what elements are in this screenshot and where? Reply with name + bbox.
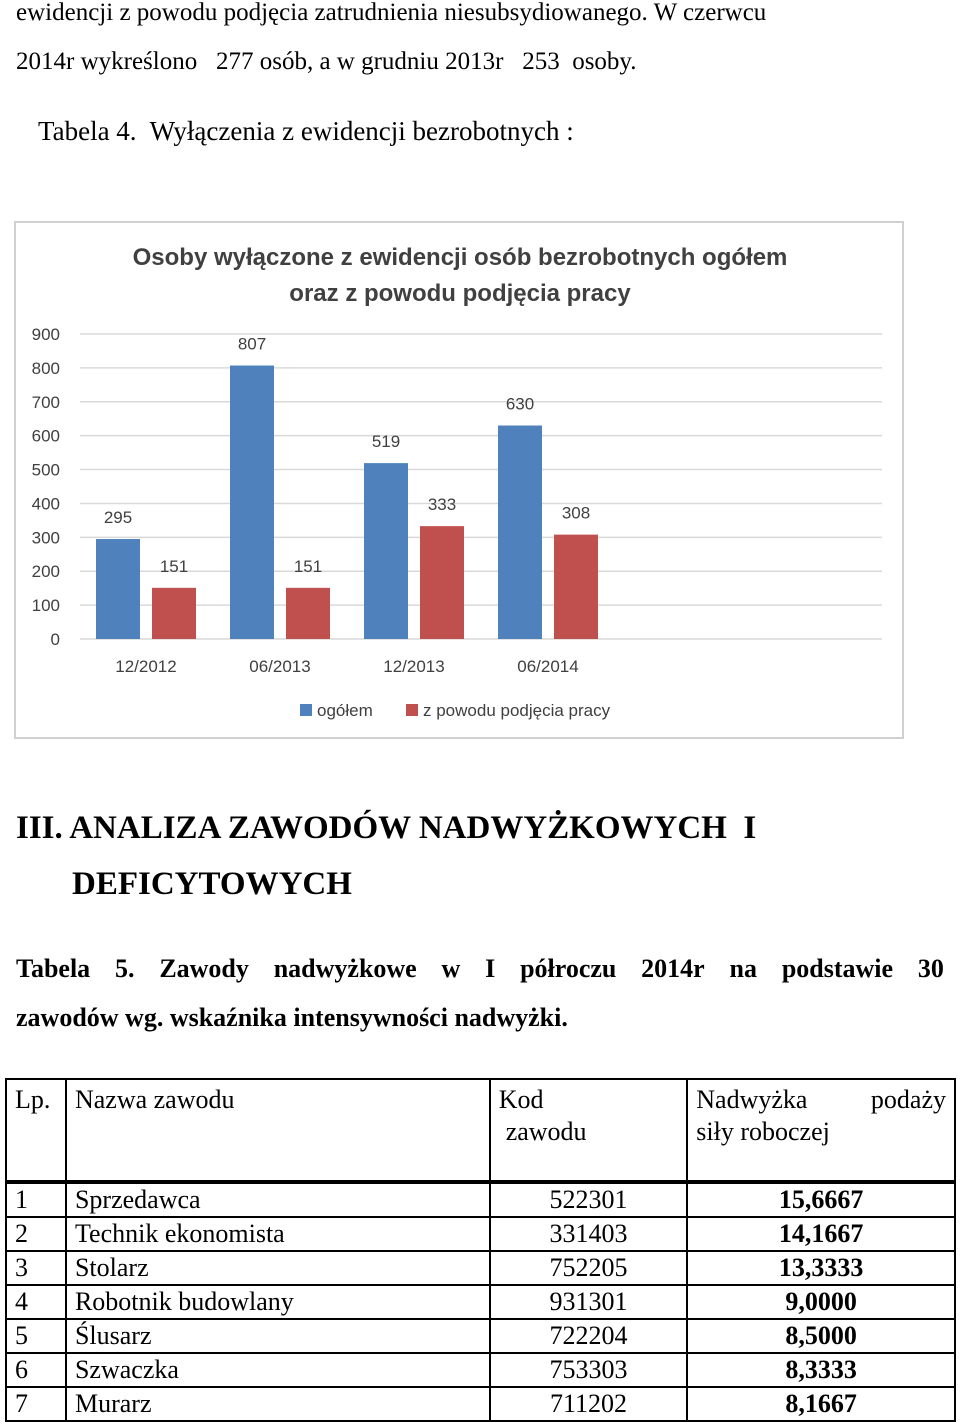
cell-lp: 2: [6, 1217, 66, 1251]
legend-swatch: [300, 704, 312, 716]
legend-label: ogółem: [317, 701, 373, 720]
y-tick-label: 600: [31, 426, 60, 446]
chart-title-line: Osoby wyłączone z ewidencji osób bezrobotnych ogółem: [132, 244, 788, 271]
bar-total: [230, 366, 274, 639]
section-heading-line-1: III. ANALIZA ZAWODÓW NADWYŻKOWYCH I: [16, 810, 757, 846]
caption-word: 30: [917, 954, 944, 983]
intro-line-1: [16, 0, 944, 37]
bar-chart: [16, 223, 902, 737]
cell-lp: 7: [6, 1387, 66, 1421]
header-lp: Lp.: [6, 1079, 66, 1182]
bar-job: [420, 526, 464, 639]
table-row: [6, 1285, 955, 1319]
cell-lp: 3: [6, 1251, 66, 1285]
bar-job: [152, 588, 196, 639]
y-tick-label: 900: [31, 325, 60, 344]
legend-label: z powodu podjęcia pracy: [423, 701, 611, 720]
y-tick-label: 100: [31, 596, 60, 616]
section-heading-line-2: DEFICYTOWYCH: [72, 866, 352, 902]
data-label: 333: [427, 495, 457, 515]
table-header-row: [6, 1079, 955, 1182]
cell-name: Murarz: [66, 1387, 490, 1421]
cell-value: 8,5000: [687, 1319, 955, 1353]
y-tick-label: 300: [31, 528, 60, 548]
data-label: 630: [505, 394, 535, 414]
intro-word: ewidencji: [16, 0, 114, 26]
x-tick-label: 06/2013: [249, 657, 311, 676]
cell-lp: 5: [6, 1319, 66, 1353]
y-tick-label: 400: [31, 494, 60, 514]
table-row: [6, 1387, 955, 1421]
intro-word: podjęcia: [223, 0, 309, 26]
caption-word: półroczu: [520, 954, 617, 983]
intro-paragraph: [16, 0, 944, 86]
intro-word: z: [119, 0, 131, 26]
table-row: [6, 1353, 955, 1387]
y-tick-label: 700: [31, 392, 60, 412]
cell-lp: 4: [6, 1285, 66, 1319]
table4-caption: Tabela 4. Wyłączenia z ewidencji bezrobotnych :: [38, 116, 574, 146]
intro-word: W: [653, 0, 677, 26]
cell-code: 722204: [490, 1319, 688, 1353]
bar-job: [286, 588, 330, 639]
y-tick-label: 0: [50, 630, 60, 649]
bar-total: [364, 463, 408, 639]
caption-word: w: [441, 954, 461, 983]
cell-name: Ślusarz: [66, 1319, 490, 1353]
cell-code: 752205: [490, 1251, 688, 1285]
caption-word: nadwyżkowe: [273, 954, 417, 983]
caption-word: Tabela: [16, 954, 91, 983]
chart-container: [14, 221, 904, 739]
data-label: 519: [371, 432, 401, 452]
data-label: 807: [237, 334, 267, 354]
data-label: 151: [159, 556, 189, 576]
cell-value: 13,3333: [687, 1251, 955, 1285]
chart-title-line: oraz z powodu podjęcia pracy: [289, 280, 631, 307]
header-surplus-line-1: [696, 1084, 946, 1116]
header-surplus-line-2: siły roboczej: [696, 1117, 830, 1146]
table-row: [6, 1217, 955, 1251]
caption-word: 2014r: [641, 954, 705, 983]
cell-name: Sprzedawca: [66, 1182, 490, 1217]
cell-value: 8,3333: [687, 1353, 955, 1387]
header-surplus: [687, 1079, 955, 1182]
cell-value: 15,6667: [687, 1182, 955, 1217]
table-row: [6, 1251, 955, 1285]
cell-lp: 6: [6, 1353, 66, 1387]
cell-lp: 1: [6, 1182, 66, 1217]
x-tick-label: 06/2014: [517, 657, 579, 676]
y-tick-label: 800: [31, 358, 60, 378]
data-label: 308: [561, 503, 591, 523]
caption-word: 5.: [115, 954, 135, 983]
header-name: Nazwa zawodu: [66, 1079, 490, 1182]
intro-word: zatrudnienia: [314, 0, 439, 26]
table-row: [6, 1319, 955, 1353]
x-tick-label: 12/2012: [115, 657, 177, 676]
cell-name: Stolarz: [66, 1251, 490, 1285]
header-surplus-word: podaży: [870, 1085, 946, 1114]
cell-code: 711202: [490, 1387, 688, 1421]
x-tick-label: 12/2013: [383, 657, 445, 676]
header-code-line-2: zawodu: [505, 1117, 587, 1146]
cell-name: Robotnik budowlany: [66, 1285, 490, 1319]
header-surplus-word: Nadwyżka: [696, 1085, 808, 1114]
cell-code: 931301: [490, 1285, 688, 1319]
header-code-line-1: Kod: [498, 1085, 544, 1114]
cell-name: Szwaczka: [66, 1353, 490, 1387]
caption-word: na: [729, 954, 757, 983]
y-tick-label: 200: [31, 562, 60, 582]
occupations-table: [5, 1078, 956, 1422]
cell-code: 331403: [490, 1217, 688, 1251]
bar-total: [96, 539, 140, 639]
table5-caption-line-1: [16, 944, 944, 993]
legend-swatch: [406, 704, 418, 716]
cell-value: 8,1667: [687, 1387, 955, 1421]
bar-total: [498, 426, 542, 640]
cell-value: 9,0000: [687, 1285, 955, 1319]
section-heading: [16, 800, 756, 912]
intro-word: niesubsydiowanego.: [444, 0, 648, 26]
header-code: [490, 1079, 688, 1182]
caption-word: podstawie: [781, 954, 894, 983]
bar-job: [554, 535, 598, 639]
table-row: [6, 1182, 955, 1217]
table5-caption-line-2: zawodów wg. wskaźnika intensywności nadwyżki.: [16, 1003, 568, 1032]
table-body: [6, 1182, 955, 1421]
cell-code: 753303: [490, 1353, 688, 1387]
cell-value: 14,1667: [687, 1217, 955, 1251]
y-tick-label: 500: [31, 460, 60, 480]
data-label: 151: [293, 556, 323, 576]
table5-caption: [16, 944, 944, 1042]
intro-word: powodu: [136, 0, 218, 26]
data-label: 295: [103, 508, 133, 528]
intro-word: czerwcu: [683, 0, 767, 26]
cell-name: Technik ekonomista: [66, 1217, 490, 1251]
cell-code: 522301: [490, 1182, 688, 1217]
caption-word: I: [485, 954, 496, 983]
intro-line-2: 2014r wykreślono 277 osób, a w grudniu 2013r 253 osoby.: [16, 48, 637, 75]
caption-word: Zawody: [159, 954, 249, 983]
